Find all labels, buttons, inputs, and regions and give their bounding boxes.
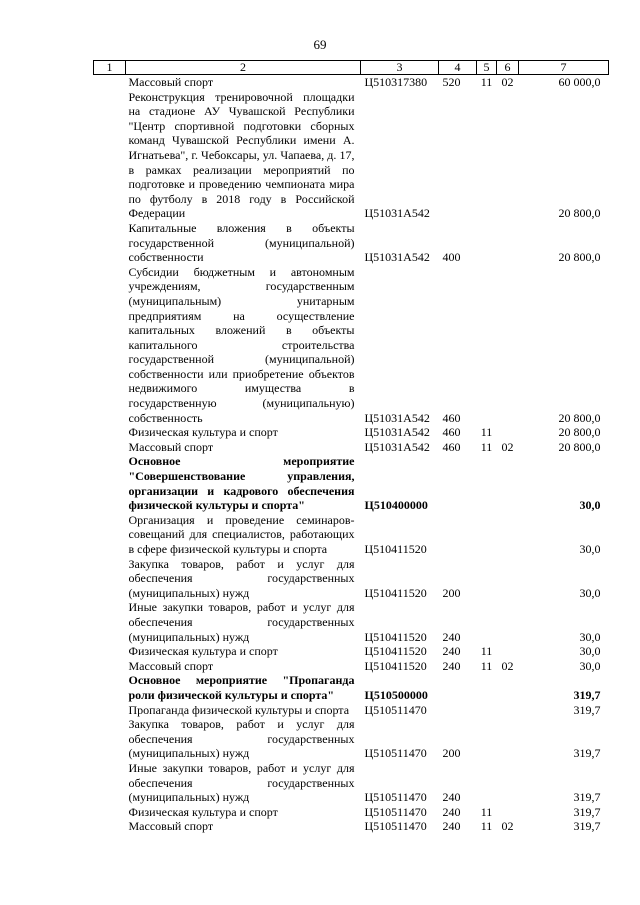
row-name-cell: Организация и проведение семинаров-совещаний для специалистов, работающих в сфере физической культуры и спорта — [128, 512, 355, 556]
row-vr-cell: 240 — [442, 790, 461, 805]
row-sum-cell: 20 800,0 — [558, 425, 601, 440]
row-empty-cell — [94, 659, 126, 674]
row-rz-cell — [477, 761, 497, 805]
row-rz-cell — [477, 90, 497, 221]
row-sum-cell: 319,7 — [573, 804, 601, 819]
row-pr-cell — [497, 90, 519, 221]
row-empty-cell — [94, 75, 126, 90]
row-sum-cell: 30,0 — [579, 542, 601, 556]
row-vr-cell: 240 — [442, 819, 461, 834]
row-sum-cell: 30,0 — [579, 644, 601, 659]
row-rz-cell — [477, 454, 497, 512]
row-vr-cell: 400 — [442, 250, 461, 265]
row-pr-cell: 02 — [501, 75, 514, 89]
row-code-cell: Ц510511470 — [364, 790, 427, 805]
row-empty-cell — [94, 221, 126, 265]
row-empty-cell — [94, 90, 126, 221]
table-row — [94, 805, 609, 820]
table-row — [94, 673, 609, 702]
budget-table — [93, 60, 609, 834]
row-pr-cell: 02 — [501, 439, 514, 454]
row-pr-cell — [497, 600, 519, 644]
row-code-cell: Ц510411520 — [364, 629, 427, 644]
row-pr-cell — [497, 717, 519, 761]
row-rz-cell: 11 — [480, 804, 493, 819]
header-cell-2: 2 — [126, 61, 361, 75]
row-rz-cell — [477, 717, 497, 761]
row-code-cell: Ц510511470 — [364, 702, 427, 717]
row-code-cell: Ц51031А542 — [364, 410, 430, 425]
row-sum-cell: 319,7 — [573, 790, 601, 805]
row-rz-cell — [477, 513, 497, 557]
row-name-cell: Массовый спорт — [128, 819, 214, 834]
row-empty-cell — [94, 425, 126, 440]
row-pr-cell — [497, 644, 519, 659]
row-vr-cell — [439, 454, 477, 512]
row-sum-cell: 20 800,0 — [558, 410, 601, 425]
row-sum-cell: 20 800,0 — [558, 439, 601, 454]
row-sum-cell: 319,7 — [573, 687, 601, 702]
row-name-cell: Основное мероприятие "Совершенствование управления, организации и кадрового обеспечения физической культуры и спорта" — [128, 454, 355, 513]
table-row — [94, 221, 609, 265]
table-row — [94, 265, 609, 426]
row-vr-cell — [439, 703, 477, 718]
row-rz-cell — [477, 265, 497, 426]
row-rz-cell: 11 — [480, 425, 493, 440]
row-vr-cell: 460 — [442, 425, 461, 440]
row-name-cell: Пропаганда физической культуры и спорта — [128, 702, 350, 717]
row-empty-cell — [94, 513, 126, 557]
row-vr-cell: 240 — [442, 629, 461, 644]
row-empty-cell — [94, 761, 126, 805]
row-empty-cell — [94, 703, 126, 718]
row-code-cell: Ц51031А542 — [364, 206, 430, 221]
row-vr-cell: 520 — [442, 75, 461, 89]
table-row — [94, 557, 609, 601]
row-name-cell: Реконструкция тренировочной площадки на стадионе АУ Чувашской Республики "Центр спортивной подготовки сборных команд Чувашской Республики имени А. Игнатьева", г. Чебоксары, ул. Чапаева, д. 17, в рамках реализации мероприятий по подготовке и проведению чемпионата мира по футболу в 2018 году в Российской Федерации — [128, 89, 355, 221]
table-body — [94, 75, 609, 834]
row-code-cell: Ц510500000 — [364, 687, 428, 702]
row-pr-cell — [497, 454, 519, 512]
row-sum-cell: 319,7 — [573, 702, 601, 717]
header-cell-3: 3 — [361, 61, 439, 75]
row-empty-cell — [94, 805, 126, 820]
table-row — [94, 644, 609, 659]
header-cell-7: 7 — [519, 61, 609, 75]
row-name-cell: Физическая культура и спорт — [128, 804, 278, 819]
row-sum-cell: 30,0 — [579, 498, 601, 513]
row-code-cell: Ц510400000 — [364, 498, 428, 513]
row-code-cell: Ц510511470 — [364, 819, 427, 834]
row-vr-cell — [439, 90, 477, 221]
row-code-cell: Ц51031А542 — [364, 439, 430, 454]
row-rz-cell — [477, 673, 497, 702]
table-row — [94, 75, 609, 90]
row-empty-cell — [94, 557, 126, 601]
row-name-cell: Физическая культура и спорт — [128, 644, 278, 659]
row-vr-cell — [439, 513, 477, 557]
row-name-cell: Физическая культура и спорт — [128, 425, 278, 440]
row-sum-cell: 319,7 — [573, 819, 601, 834]
row-empty-cell — [94, 673, 126, 702]
row-pr-cell — [497, 761, 519, 805]
row-empty-cell — [94, 819, 126, 834]
row-name-cell: Субсидии бюджетным и автономным учреждениям, государственным (муниципальным) унитарным предприятиям на осуществление капитальных вложений в объекты капитального строительства государственной (муниципальной) собственности или приобретение объектов недвижимого имущества в государственную (муниципальную) собственность — [128, 264, 355, 425]
row-code-cell: Ц510317380 — [364, 75, 428, 89]
table-row — [94, 513, 609, 557]
table-row — [94, 454, 609, 512]
row-name-cell: Иные закупки товаров, работ и услуг для обеспечения государственных (муниципальных) нужд — [128, 600, 355, 644]
row-pr-cell: 02 — [501, 819, 514, 834]
row-code-cell: Ц510511470 — [364, 746, 427, 761]
row-vr-cell: 200 — [442, 585, 461, 600]
table-row — [94, 717, 609, 761]
row-pr-cell — [497, 425, 519, 440]
row-name-cell: Закупка товаров, работ и услуг для обеспечения государственных (муниципальных) нужд — [128, 556, 355, 600]
table-row — [94, 819, 609, 834]
row-sum-cell: 30,0 — [579, 658, 601, 673]
row-sum-cell: 30,0 — [579, 585, 601, 600]
row-pr-cell — [497, 703, 519, 718]
row-code-cell: Ц51031А542 — [364, 425, 430, 440]
row-empty-cell — [94, 265, 126, 426]
row-rz-cell — [477, 600, 497, 644]
row-vr-cell: 240 — [442, 644, 461, 659]
table-row — [94, 600, 609, 644]
header-cell-1: 1 — [94, 61, 126, 75]
table-row — [94, 703, 609, 718]
row-sum-cell: 319,7 — [573, 746, 601, 761]
row-code-cell: Ц510411520 — [364, 658, 427, 673]
row-empty-cell — [94, 454, 126, 512]
row-code-cell: Ц51031А542 — [364, 250, 430, 265]
row-name-cell: Капитальные вложения в объекты государственной (муниципальной) собственности — [128, 220, 355, 265]
row-sum-cell: 30,0 — [579, 629, 601, 644]
table-row — [94, 90, 609, 221]
row-empty-cell — [94, 717, 126, 761]
table-header-row — [94, 61, 609, 75]
row-pr-cell — [497, 673, 519, 702]
row-rz-cell: 11 — [480, 644, 493, 659]
row-rz-cell: 11 — [480, 439, 493, 454]
row-code-cell: Ц510511470 — [364, 804, 427, 819]
row-sum-cell: 20 800,0 — [558, 250, 601, 265]
row-rz-cell — [477, 557, 497, 601]
row-name-cell: Массовый спорт — [128, 75, 214, 89]
row-pr-cell — [497, 513, 519, 557]
row-pr-cell — [497, 805, 519, 820]
row-empty-cell — [94, 440, 126, 455]
row-empty-cell — [94, 600, 126, 644]
header-cell-6: 6 — [497, 61, 519, 75]
row-rz-cell: 11 — [480, 658, 493, 673]
row-sum-cell: 20 800,0 — [558, 206, 601, 221]
row-pr-cell — [497, 221, 519, 265]
row-vr-cell: 240 — [442, 658, 461, 673]
row-pr-cell: 02 — [501, 658, 514, 673]
row-vr-cell — [439, 673, 477, 702]
row-name-cell: Массовый спорт — [128, 439, 214, 454]
row-pr-cell — [497, 557, 519, 601]
row-code-cell: Ц510411520 — [364, 542, 427, 556]
row-rz-cell — [477, 221, 497, 265]
row-vr-cell: 200 — [442, 746, 461, 761]
header-cell-4: 4 — [439, 61, 477, 75]
table-row — [94, 440, 609, 455]
row-vr-cell: 460 — [442, 410, 461, 425]
header-cell-5: 5 — [477, 61, 497, 75]
row-name-cell: Массовый спорт — [128, 658, 214, 673]
page-number: 69 — [313, 37, 327, 52]
table-row — [94, 659, 609, 674]
row-sum-cell: 60 000,0 — [558, 75, 601, 89]
row-vr-cell: 240 — [442, 804, 461, 819]
row-vr-cell: 460 — [442, 439, 461, 454]
row-rz-cell: 11 — [480, 75, 493, 89]
row-code-cell: Ц510411520 — [364, 585, 427, 600]
row-name-cell: Закупка товаров, работ и услуг для обеспечения государственных (муниципальных) нужд — [128, 717, 355, 761]
row-rz-cell — [477, 703, 497, 718]
row-rz-cell: 11 — [480, 819, 493, 834]
table-row — [94, 761, 609, 805]
row-pr-cell — [497, 265, 519, 426]
row-name-cell: Основное мероприятие "Пропаганда роли физической культуры и спорта" — [128, 673, 355, 702]
table-row — [94, 425, 609, 440]
row-code-cell: Ц510411520 — [364, 644, 427, 659]
row-empty-cell — [94, 644, 126, 659]
row-name-cell: Иные закупки товаров, работ и услуг для обеспечения государственных (муниципальных) нужд — [128, 760, 355, 805]
